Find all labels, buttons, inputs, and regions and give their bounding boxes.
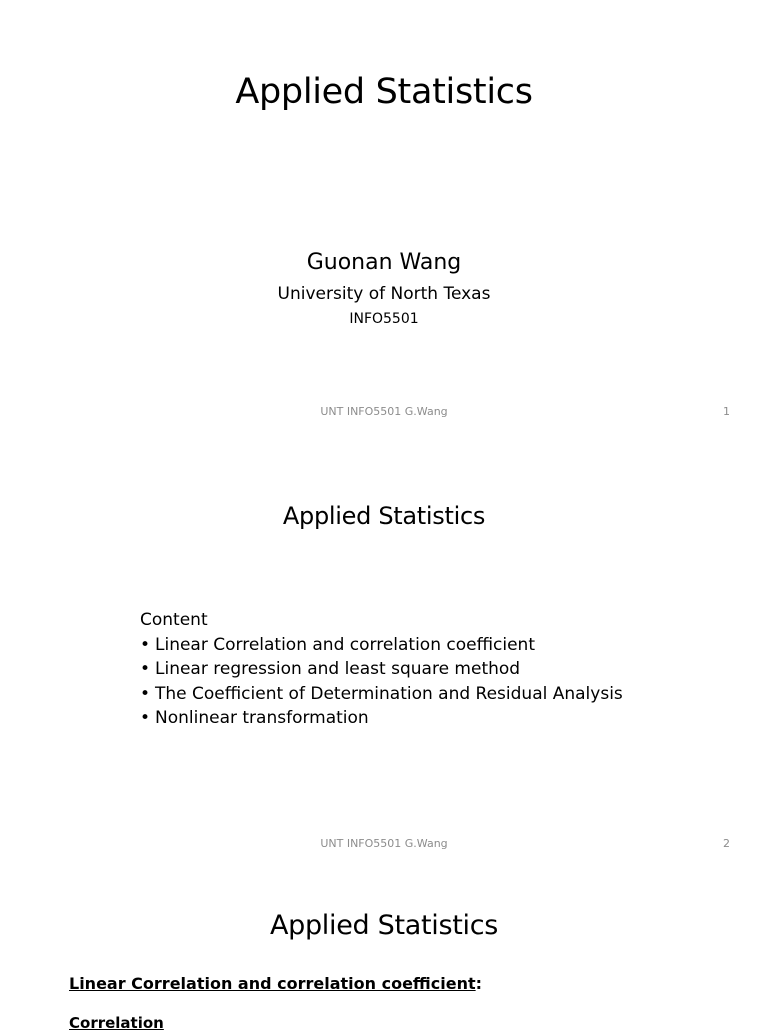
sub-heading: Correlation bbox=[69, 1014, 164, 1032]
section-heading-colon: : bbox=[475, 974, 483, 993]
content-block bbox=[140, 608, 623, 731]
slide-1 bbox=[0, 0, 768, 430]
bullet-icon: • bbox=[140, 708, 151, 728]
section-heading bbox=[69, 974, 482, 993]
slide-2 bbox=[0, 430, 768, 862]
bullet-item bbox=[140, 633, 623, 658]
bullet-text: Linear regression and least square method bbox=[155, 659, 521, 679]
bullet-item bbox=[140, 706, 623, 731]
bullet-text: The Coefficient of Determination and Residual Analysis bbox=[155, 683, 623, 704]
author-university: University of North Texas bbox=[277, 284, 491, 304]
section-heading-text: Linear Correlation and correlation coefficient bbox=[69, 974, 476, 993]
bullet-item bbox=[140, 657, 623, 682]
content-bullet-list bbox=[140, 633, 623, 731]
slide-footer: UNT INFO5501 G.Wang bbox=[320, 837, 448, 850]
bullet-icon: • bbox=[140, 634, 151, 655]
slide-title: Applied Statistics bbox=[282, 502, 486, 530]
bullet-text: Linear Correlation and correlation coefficient bbox=[155, 634, 536, 655]
slide-title: Applied Statistics bbox=[235, 72, 533, 112]
content-heading: Content bbox=[140, 610, 208, 630]
author-name: Guonan Wang bbox=[306, 250, 462, 275]
course-code: INFO5501 bbox=[349, 311, 419, 327]
bullet-icon: • bbox=[140, 683, 151, 704]
slide-title: Applied Statistics bbox=[269, 910, 499, 941]
page-number: 2 bbox=[723, 837, 730, 850]
slide-footer: UNT INFO5501 G.Wang bbox=[320, 405, 448, 418]
bullet-text: Nonlinear transformation bbox=[155, 708, 369, 728]
bullet-icon: • bbox=[140, 659, 151, 679]
bullet-item bbox=[140, 682, 623, 707]
slide-3 bbox=[0, 862, 768, 1032]
page-number: 1 bbox=[723, 405, 730, 418]
